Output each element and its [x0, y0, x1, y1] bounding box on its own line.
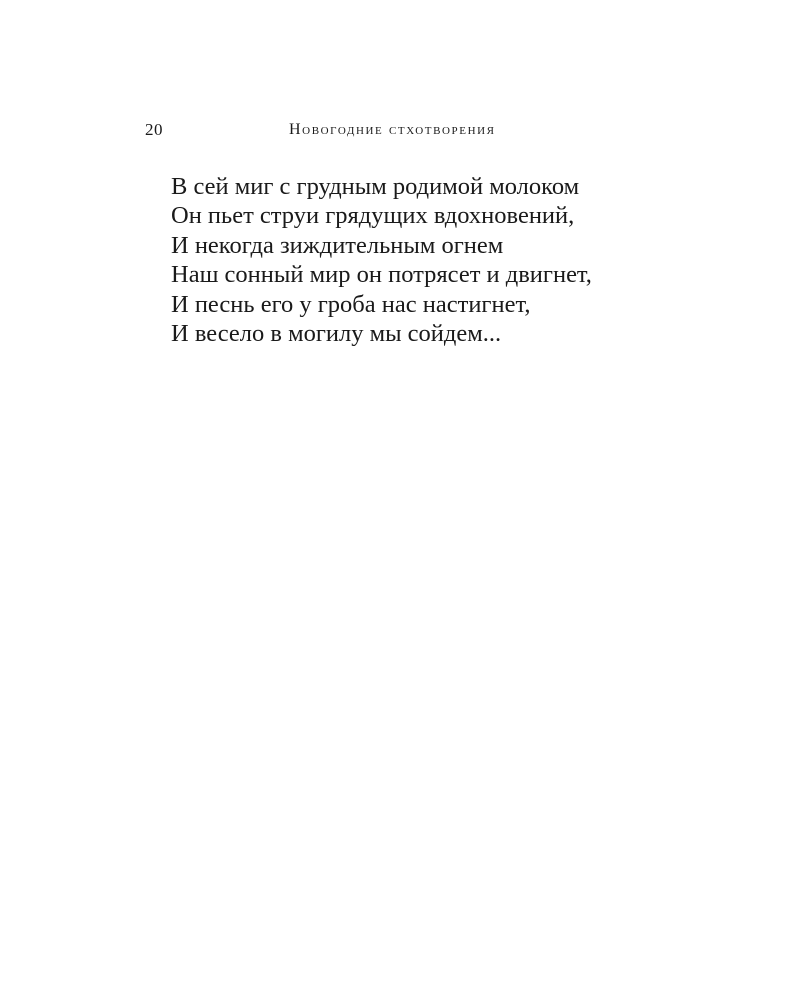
page-number: 20: [145, 120, 163, 139]
poem-stanza: [171, 172, 592, 348]
poem-line: И некогда зиждительным огнем: [171, 231, 504, 259]
poem-line: И песнь его у гроба нас настигнет,: [171, 290, 531, 318]
poem-line: Он пьет струи грядущих вдохновений,: [171, 202, 575, 230]
poem-line: И весело в могилу мы сойдем...: [171, 320, 502, 348]
running-title: Новогодние стхотворения: [289, 121, 496, 138]
poem-line: В сей миг с грудным родимой молоком: [171, 173, 580, 200]
poem-line: Наш сонный мир он потрясет и двигнет,: [171, 261, 592, 289]
